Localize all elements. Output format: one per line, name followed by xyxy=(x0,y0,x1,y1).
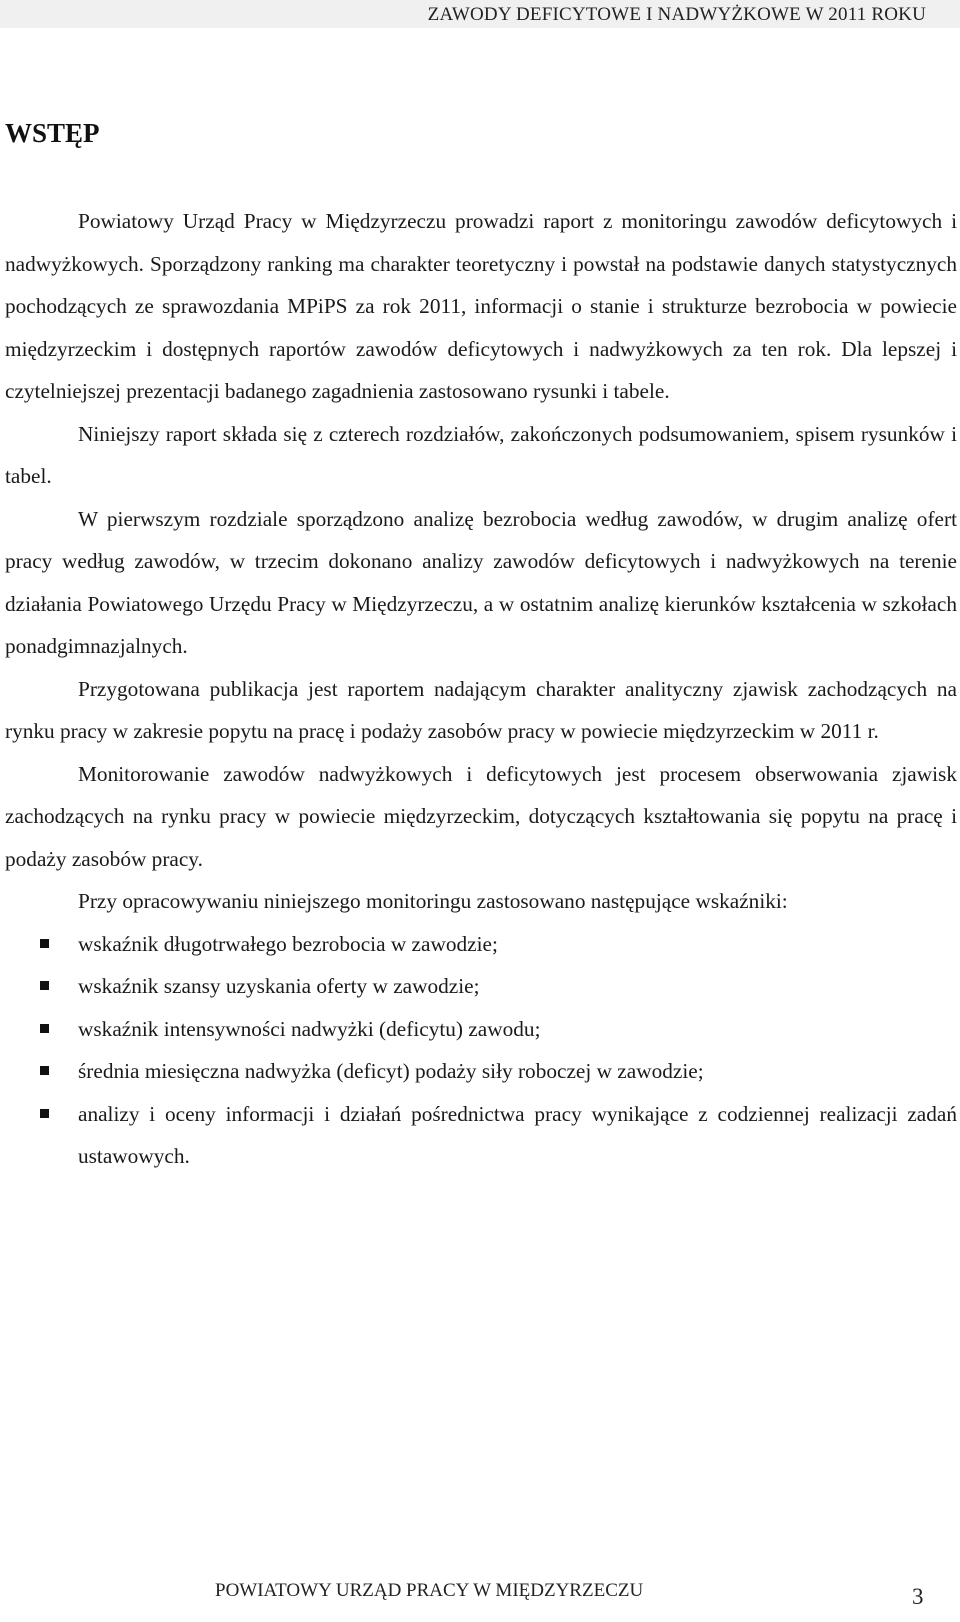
list-item-text: wskaźnik szansy uzyskania oferty w zawodzie; xyxy=(78,974,480,998)
list-item-text: wskaźnik intensywności nadwyżki (deficytu) zawodu; xyxy=(78,1016,541,1041)
list-item xyxy=(5,923,957,966)
section-heading: WSTĘP xyxy=(5,118,100,148)
paragraph-intro: Powiatowy Urząd Pracy w Międzyrzeczu prowadzi raport z monitoringu zawodów deficytowych i nadwyżkowych. Sporządzony ranking ma charakter teoretyczny i powstał na podstawie danych statystycznych pochodzących ze sprawozdania MPiPS za rok 2011, informacji o stanie i strukturze bezrobocia w powiecie międzyrzeckim i dostępnych raportów zawodów deficytowych i nadwyżkowych za ten rok. Dla lepszej i czytelniejszej prezentacji badanego zagadnienia zastosowano rysunki i tabele. xyxy=(5,209,957,403)
list-item xyxy=(5,1008,957,1051)
list-item-text: analizy i oceny informacji i działań pośrednictwa pracy wynikające z codziennej realizacji zadań ustawowych. xyxy=(78,1101,957,1168)
square-bullet-icon xyxy=(40,981,49,990)
paragraph-monitoring: Monitorowanie zawodów nadwyżkowych i deficytowych jest procesem obserwowania zjawisk zachodzących na rynku pracy w powiecie międzyrzeckim, dotyczących kształtowania się popytu na pracę i podaży zasobów pracy. xyxy=(5,761,957,871)
list-item-text: średnia miesięczna nadwyżka (deficyt) podaży siły roboczej w zawodzie; xyxy=(78,1059,704,1083)
header-title: ZAWODY DEFICYTOWE I NADWYŻKOWE W 2011 ROKU xyxy=(427,4,926,25)
square-bullet-icon xyxy=(40,939,49,948)
list-item xyxy=(5,1093,957,1178)
paragraph-publication: Przygotowana publikacja jest raportem nadającym charakter analityczny zjawisk zachodzących na rynku pracy w zakresie popytu na pracę i podaży zasobów pracy w powiecie międzyrzeckim w 2011 r. xyxy=(5,676,957,743)
paragraph-chapters: W pierwszym rozdziale sporządzono analizę bezrobocia według zawodów, w drugim analizę ofert pracy według zawodów, w trzecim dokonano analizy zawodów deficytowych i nadwyżkowych na terenie działania Powiatowego Urzędu Pracy w Międzyrzeczu, a w ostatnim analizę kierunków kształcenia w szkołach ponadgimnazjalnych. xyxy=(5,506,957,658)
document-body xyxy=(5,200,957,1178)
list-item xyxy=(5,965,957,1008)
page-header xyxy=(0,0,960,28)
square-bullet-icon xyxy=(40,1066,49,1075)
indicator-list xyxy=(5,923,957,1178)
square-bullet-icon xyxy=(40,1024,49,1033)
paragraph-indicators-intro: Przy opracowywaniu niniejszego monitoringu zastosowano następujące wskaźniki: xyxy=(78,889,788,913)
page-footer: POWIATOWY URZĄD PRACY W MIĘDZYRZECZU xyxy=(215,1580,644,1601)
square-bullet-icon xyxy=(40,1109,49,1118)
list-item xyxy=(5,1050,957,1093)
list-item-text: wskaźnik długotrwałego bezrobocia w zawodzie; xyxy=(78,931,498,956)
paragraph-structure: Niniejszy raport składa się z czterech rozdziałów, zakończonych podsumowaniem, spisem rysunków i tabel. xyxy=(5,421,957,488)
page-number: 3 xyxy=(912,1584,924,1609)
